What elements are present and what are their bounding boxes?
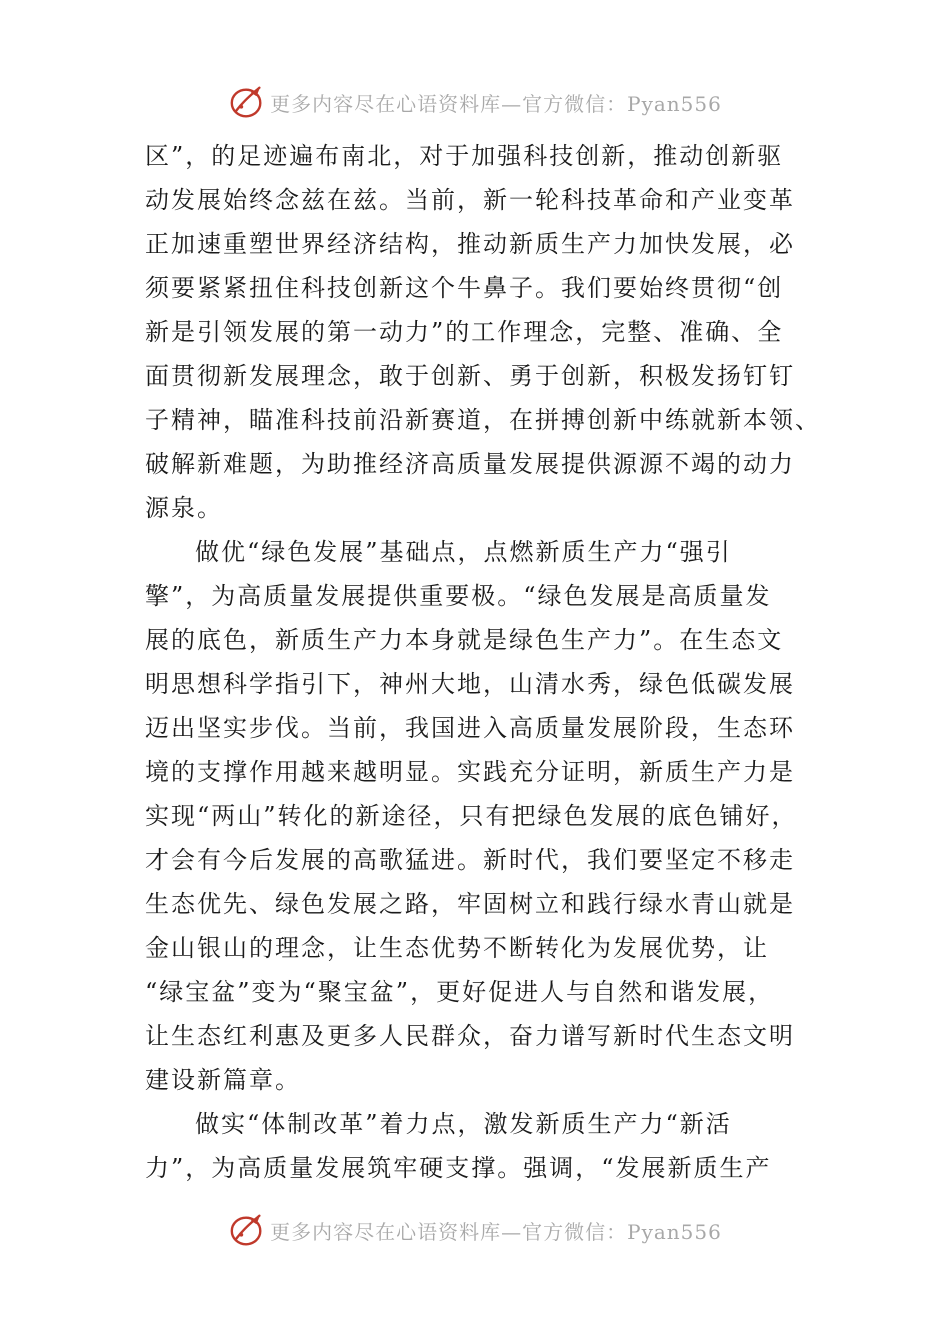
text-line: 正加速重塑世界经济结构，推动新质生产力加快发展，必	[145, 230, 795, 258]
text-line: 展的底色，新质生产力本身就是绿色生产力”。在生态文	[145, 626, 784, 654]
text-line: 面贯彻新发展理念，敢于创新、勇于创新，积极发扬钉钉	[145, 362, 795, 390]
text-line: 迈出坚实步伐。当前，我国进入高质量发展阶段，生态环	[145, 714, 795, 742]
text-line: 擎”，为高质量发展提供重要极。“绿色发展是高质量发	[145, 582, 772, 610]
pen-nib-circle-logo-icon	[228, 83, 266, 121]
text-line: 须要紧紧扭住科技创新这个牛鼻子。我们要始终贯彻“创	[145, 274, 784, 302]
text-line: 才会有今后发展的高歌猛进。新时代，我们要坚定不移走	[145, 846, 795, 874]
document-body	[145, 134, 821, 1190]
text-line: 让生态红利惠及更多人民群众，奋力谱写新时代生态文明	[145, 1022, 795, 1050]
paragraph-start-line: 做优“绿色发展”基础点，点燃新质生产力“强引	[195, 538, 732, 566]
footer-banner-text: 更多内容尽在心语资料库—官方微信：Pyan556	[270, 1219, 722, 1244]
text-line: 实现“两山”转化的新途径，只有把绿色发展的底色铺好，	[145, 802, 798, 830]
pen-nib-circle-logo-icon	[228, 1211, 266, 1249]
text-line: “绿宝盆”变为“聚宝盆”，更好促进人与自然和谐发展，	[145, 978, 775, 1006]
text-line: 明思想科学指引下，神州大地，山清水秀，绿色低碳发展	[145, 670, 795, 698]
text-line: 建设新篇章。	[145, 1066, 301, 1094]
text-line: 生态优先、绿色发展之路，牢固树立和践行绿水青山就是	[145, 890, 795, 918]
text-line: 力”，为高质量发展筑牢硬支撑。强调，“发展新质生产	[145, 1154, 772, 1182]
text-line: 境的支撑作用越来越明显。实践充分证明，新质生产力是	[145, 758, 795, 786]
text-line: 区”，的足迹遍布南北，对于加强科技创新，推动创新驱	[145, 142, 784, 170]
text-line: 破解新难题，为助推经济高质量发展提供源源不竭的动力	[145, 450, 795, 478]
header-banner-text: 更多内容尽在心语资料库—官方微信：Pyan556	[270, 91, 722, 116]
text-line: 子精神，瞄准科技前沿新赛道，在拼搏创新中练就新本领、	[145, 406, 821, 434]
header-banner	[0, 82, 950, 122]
text-line: 新是引领发展的第一动力”的工作理念，完整、准确、全	[145, 318, 784, 346]
text-line: 金山银山的理念，让生态优势不断转化为发展优势，让	[145, 934, 769, 962]
text-line: 源泉。	[145, 494, 223, 522]
paragraph-start-line: 做实“体制改革”着力点，激发新质生产力“新活	[195, 1110, 732, 1138]
text-line: 动发展始终念兹在兹。当前，新一轮科技革命和产业变革	[145, 186, 795, 214]
footer-banner	[0, 1210, 950, 1250]
